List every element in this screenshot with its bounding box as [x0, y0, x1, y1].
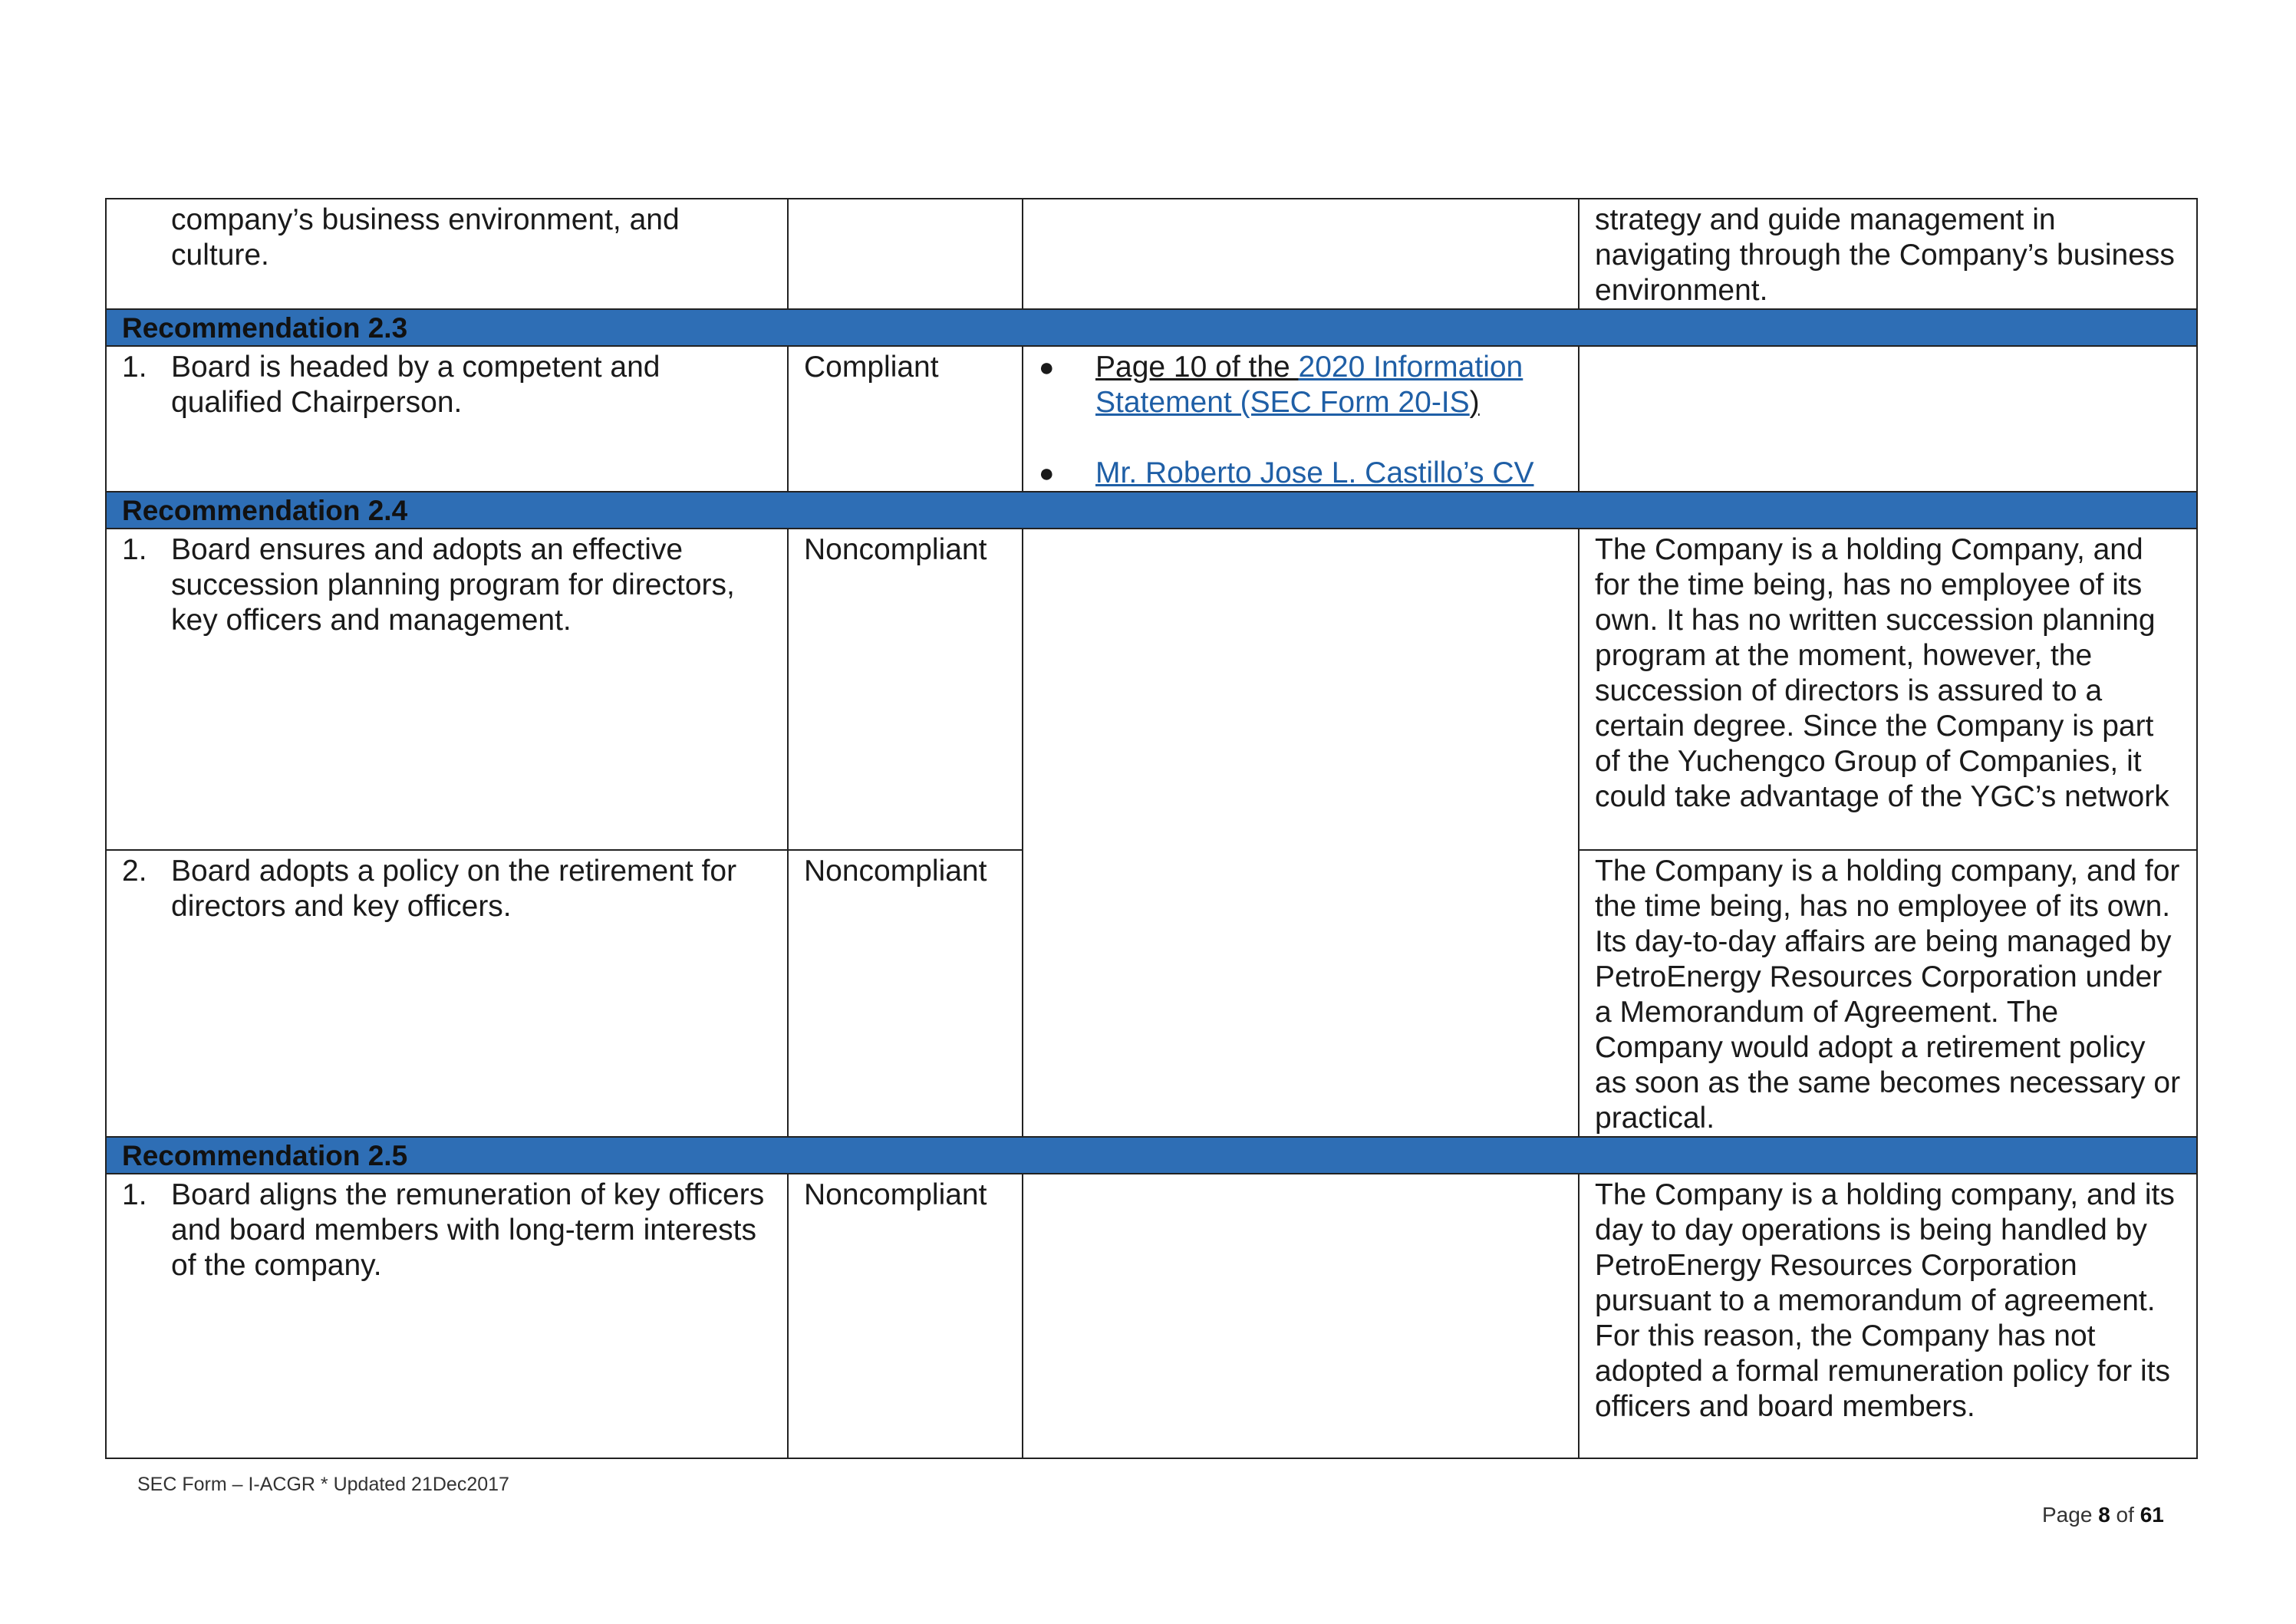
section-header-row	[106, 1137, 2197, 1174]
page-word: Page	[2042, 1503, 2093, 1527]
list-item	[1039, 456, 1563, 491]
form-footer-label: SEC Form – I-ACGR * Updated 21Dec2017	[137, 1474, 509, 1495]
item-number: 1.	[122, 533, 147, 566]
section-header: Recommendation 2.5	[106, 1137, 2197, 1174]
information-statement-link[interactable]: 2020 Information Statement (SEC Form 20-IS	[1095, 351, 1524, 419]
section-header: Recommendation 2.4	[106, 492, 2197, 529]
section-header: Recommendation 2.3	[106, 309, 2197, 346]
status-cell	[788, 529, 1023, 850]
section-header-row	[106, 309, 2197, 346]
compliance-table	[105, 198, 2198, 1459]
evidence-cell	[1023, 199, 1579, 309]
evidence-cell	[1023, 529, 1579, 1137]
recommendation-cell	[106, 850, 788, 1137]
recommendation-text: Board adopts a policy on the retirement for directors and key officers.	[171, 855, 737, 923]
item-number: 2.	[122, 855, 147, 888]
compliance-status: Noncompliant	[804, 1178, 987, 1211]
table-row	[106, 346, 2197, 492]
evidence-cell	[1023, 1174, 1579, 1458]
section-header-row	[106, 492, 2197, 529]
explanation-text: The Company is a holding Company, and for the time being, has no employee of its own. It has no written succession planning program at the moment, however, the succession of directors is assured to a certain degree. Since the Company is part of the Yuchengco Group of Companies, it could take advantage of the YGC’s network	[1595, 533, 2169, 813]
recommendation-cell	[106, 346, 788, 492]
chairperson-cv-link[interactable]: Mr. Roberto Jose L. Castillo’s CV	[1095, 456, 1534, 489]
page-total: 61	[2140, 1503, 2164, 1527]
table-row	[106, 1174, 2197, 1458]
recommendation-text: Board ensures and adopts an effective succession planning program for directors, key officers and management.	[171, 533, 735, 637]
bullet-icon: ●	[1039, 459, 1055, 488]
recommendation-text: Board aligns the remuneration of key officers and board members with long-term interests of the company.	[171, 1178, 765, 1282]
evidence-cell	[1023, 346, 1579, 492]
bullet-icon: ●	[1039, 353, 1055, 382]
evidence-list	[1039, 350, 1563, 491]
recommendation-cell	[106, 199, 788, 309]
compliance-status: Compliant	[804, 351, 939, 384]
item-number: 1.	[122, 351, 147, 384]
recommendation-text: company’s business environment, and culture.	[171, 203, 680, 272]
explanation-cell	[1579, 1174, 2197, 1458]
status-cell	[788, 850, 1023, 1137]
recommendation-text: Board is headed by a competent and qualified Chairperson.	[171, 351, 660, 419]
evidence-prefix: Page 10 of the	[1095, 351, 1299, 384]
explanation-cell	[1579, 529, 2197, 850]
explanation-text: The Company is a holding company, and for the time being, has no employee of its own. Its day-to-day affairs are being managed by PetroEnergy Resources Corporation under a Memorandum of Agreement. The Company would adopt a retirement policy as soon as the same becomes necessary or practical.	[1595, 855, 2181, 1135]
explanation-text: The Company is a holding company, and its day to day operations is being handled by PetroEnergy Resources Corporation pursuant to a memorandum of agreement. For this reason, the Company has not adopted a formal remuneration policy for its officers and board members.	[1595, 1178, 2175, 1423]
page-current: 8	[2098, 1503, 2110, 1527]
page-of: of	[2116, 1503, 2134, 1527]
explanation-cell	[1579, 199, 2197, 309]
compliance-status: Noncompliant	[804, 855, 987, 888]
list-item	[1039, 350, 1563, 420]
status-cell	[788, 199, 1023, 309]
item-number: 1.	[122, 1178, 147, 1211]
status-cell	[788, 346, 1023, 492]
recommendation-cell	[106, 529, 788, 850]
recommendation-cell	[106, 1174, 788, 1458]
compliance-status: Noncompliant	[804, 533, 987, 566]
status-cell	[788, 1174, 1023, 1458]
table-row	[106, 529, 2197, 850]
explanation-text: strategy and guide management in navigating through the Company’s business environment.	[1595, 203, 2175, 307]
table-row	[106, 199, 2197, 309]
explanation-cell	[1579, 346, 2197, 492]
explanation-cell	[1579, 850, 2197, 1137]
page-number	[2042, 1503, 2164, 1527]
evidence-suffix: )	[1469, 386, 1480, 419]
